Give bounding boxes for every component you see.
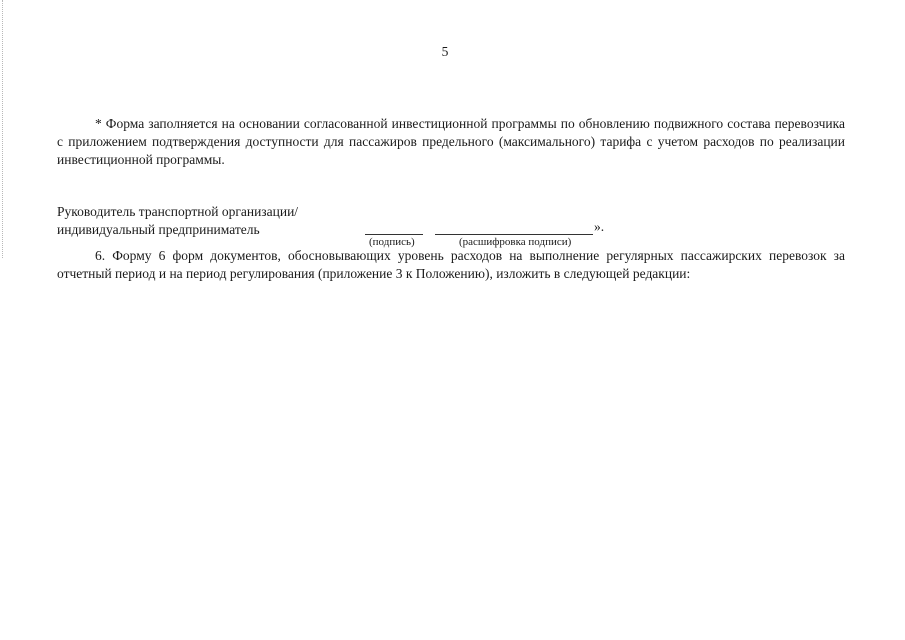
signature-hint: (подпись) [369, 236, 415, 248]
signature-blank-line [365, 234, 423, 235]
signature-decoding-hint: (расшифровка подписи) [459, 236, 572, 248]
closing-quote-mark: ». [594, 219, 605, 234]
signature-block [57, 203, 845, 248]
page-number: 5 [441, 44, 449, 59]
scan-margin-mark [2, 0, 3, 258]
signature-decoding-blank-line [435, 234, 593, 235]
signatory-title-line-2: индивидуальный предприниматель [57, 222, 260, 237]
signatory-title-line-1: Руководитель транспортной организации/ [57, 204, 299, 219]
footnote-paragraph: * Форма заполняется на основании согласованной инвестиционной программы по обновлению подвижного состава перевозчика с приложением подтверждения доступности для пассажиров предельного (максимального) тарифа с учетом расходов по реализации инвестиционной программы. [57, 116, 845, 167]
paragraph-6: 6. Форму 6 форм документов, обосновывающих уровень расходов на выполнение регулярных пассажирских перевозок за отчетный период и на период регулирования (приложение 3 к Положению), изложить в следующей редакции: [57, 248, 845, 281]
